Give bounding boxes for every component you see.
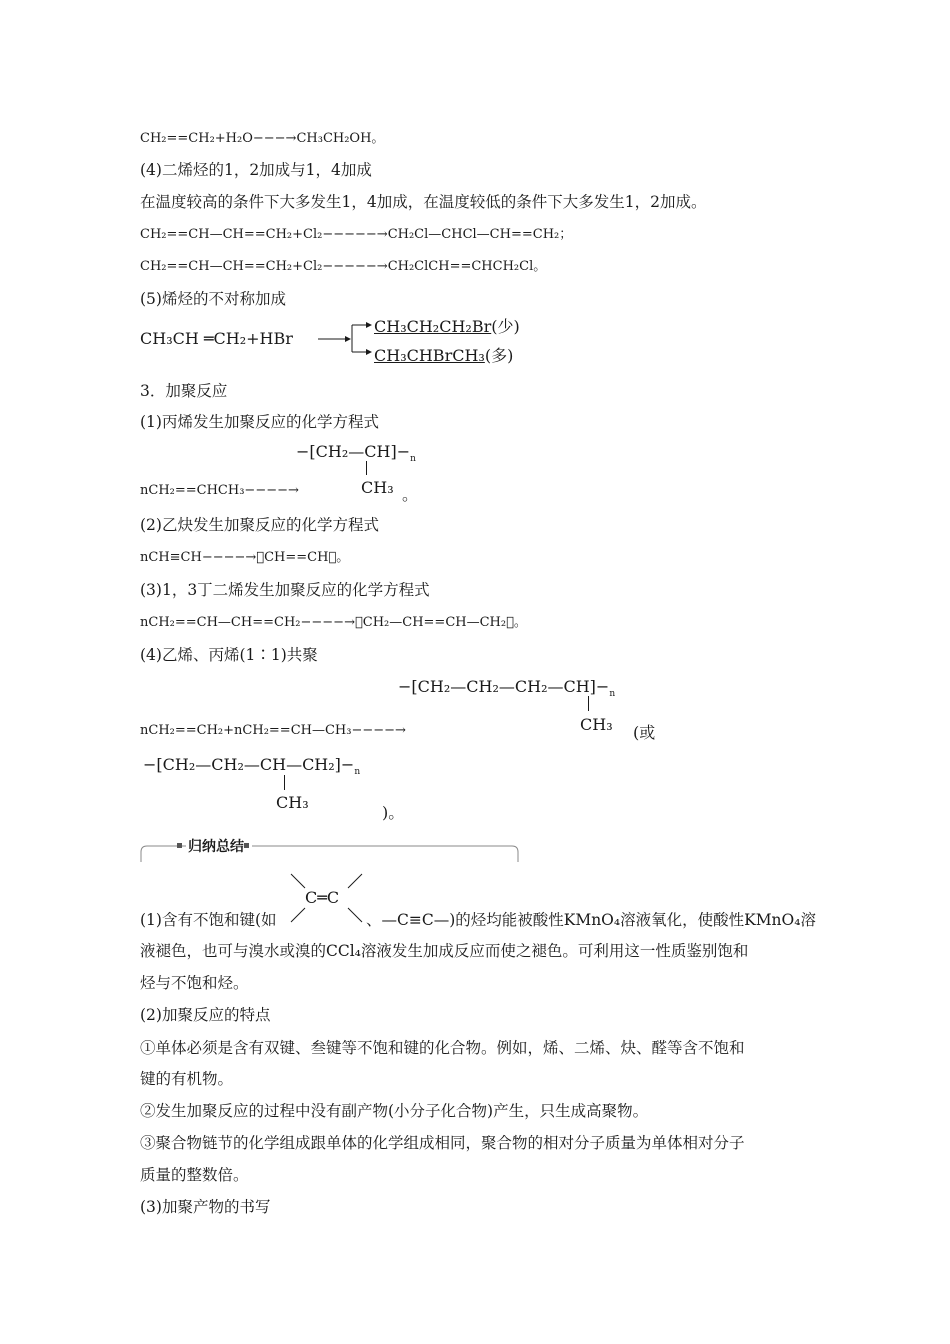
summary-1-part1: (1)含有不饱和键(如 xyxy=(140,911,277,929)
heading-acetylene-polymerization: (2)乙炔发生加聚反应的化学方程式 xyxy=(140,516,379,534)
polypropylene-n: n xyxy=(410,454,416,465)
polypropylene-branch: CH₃ xyxy=(361,478,394,497)
summary-2-item1a: ①单体必须是含有双键、叁键等不饱和键的化合物。例如，烯、二烯、炔、醛等含不饱和 xyxy=(140,1039,745,1057)
equation-butadiene: nCH₂==CH—CH==CH₂−−−−→􀰷CH₂—CH==CH—CH₂􀰹。 xyxy=(140,615,527,630)
equation-copolymer-or: (或 xyxy=(633,723,656,742)
summary-1-line2: 液褪色，也可与溴水或溴的CCl₄溶液发生加成反应而使之褪色。可利用这一性质鉴别饱和 xyxy=(140,942,749,960)
product-minor-formula: CH₃CH₂CH₂Br xyxy=(374,317,492,336)
equation-copolymer-close: )。 xyxy=(382,803,405,822)
summary-2-item3b: 质量的整数倍。 xyxy=(140,1166,249,1184)
hbr-reactant: CH₃CH ═CH₂+HBr xyxy=(140,329,293,348)
heading-propene-polymerization: (1)丙烯发生加聚反应的化学方程式 xyxy=(140,413,379,431)
copolymer1-n: n xyxy=(609,689,616,700)
product-major-note: (多) xyxy=(484,346,514,365)
summary-2-heading: (2)加聚反应的特点 xyxy=(140,1006,271,1024)
summary-2-item1b: 键的有机物。 xyxy=(140,1070,234,1088)
equation-propene-end: 。 xyxy=(402,485,419,504)
summary-3-heading: (3)加聚产物的书写 xyxy=(140,1198,271,1216)
equation-acetylene: nCH≡CH−−−−→􀰷CH==CH􀰹。 xyxy=(140,550,350,565)
summary-2-item2: ②发生加聚反应的过程中没有副产物(小分子化合物)产生，只生成高聚物。 xyxy=(140,1102,649,1120)
polypropylene-repeat-unit: −[CH₂—CH]− xyxy=(296,442,411,461)
equation-14-addition: CH₂==CH—CH==CH₂+Cl₂−−−−−→CH₂ClCH==CHCH₂Cl。 xyxy=(140,259,547,274)
heading-diene-addition: (4)二烯烃的1，2加成与1，4加成 xyxy=(140,161,372,179)
heading-asymmetric-addition: (5)烯烃的不对称加成 xyxy=(140,290,286,308)
copolymer2-repeat-unit: −[CH₂—CH₂—CH—CH₂]− xyxy=(143,755,355,774)
alkene-cc-text: C═C xyxy=(305,888,340,907)
summary-title: 归纳总结 xyxy=(188,839,244,855)
heading-butadiene-polymerization: (3)1，3丁二烯发生加聚反应的化学方程式 xyxy=(140,581,430,599)
summary-1-part2: 、—C≡C—)的烃均能被酸性KMnO₄溶液氧化，使酸性KMnO₄溶 xyxy=(366,911,816,929)
copolymer1-branch: CH₃ xyxy=(580,715,613,734)
copolymer1-repeat-unit: −[CH₂—CH₂—CH₂—CH]− xyxy=(398,677,610,696)
copolymer2-n: n xyxy=(354,767,361,778)
copolymer2-branch: CH₃ xyxy=(276,793,309,812)
equation-12-addition: CH₂==CH—CH==CH₂+Cl₂−−−−−→CH₂Cl—CHCl—CH==CH₂； xyxy=(140,227,573,242)
product-minor-note: (少) xyxy=(491,317,520,336)
summary-2-item3a: ③聚合物链节的化学组成跟单体的化学组成相同，聚合物的相对分子质量为单体相对分子 xyxy=(140,1134,745,1152)
text-diene-conditions: 在温度较高的条件下大多发生1，4加成，在温度较低的条件下大多发生1，2加成。 xyxy=(140,193,707,211)
section-3-heading: 3．加聚反应 xyxy=(140,382,228,400)
summary-1-line3: 烃与不饱和烃。 xyxy=(140,974,249,992)
equation-ethene-hydration: CH₂==CH₂+H₂O−−−→CH₃CH₂OH。 xyxy=(140,131,385,146)
heading-copolymerization: (4)乙烯、丙烯(1∶1)共聚 xyxy=(140,646,318,664)
product-major-formula: CH₃CHBrCH₃ xyxy=(374,346,485,365)
equation-propene-left: nCH₂==CHCH₃−−−−→ xyxy=(140,483,299,498)
equation-copolymer-left: nCH₂==CH₂+nCH₂==CH—CH₃−−−−→ xyxy=(140,723,406,738)
